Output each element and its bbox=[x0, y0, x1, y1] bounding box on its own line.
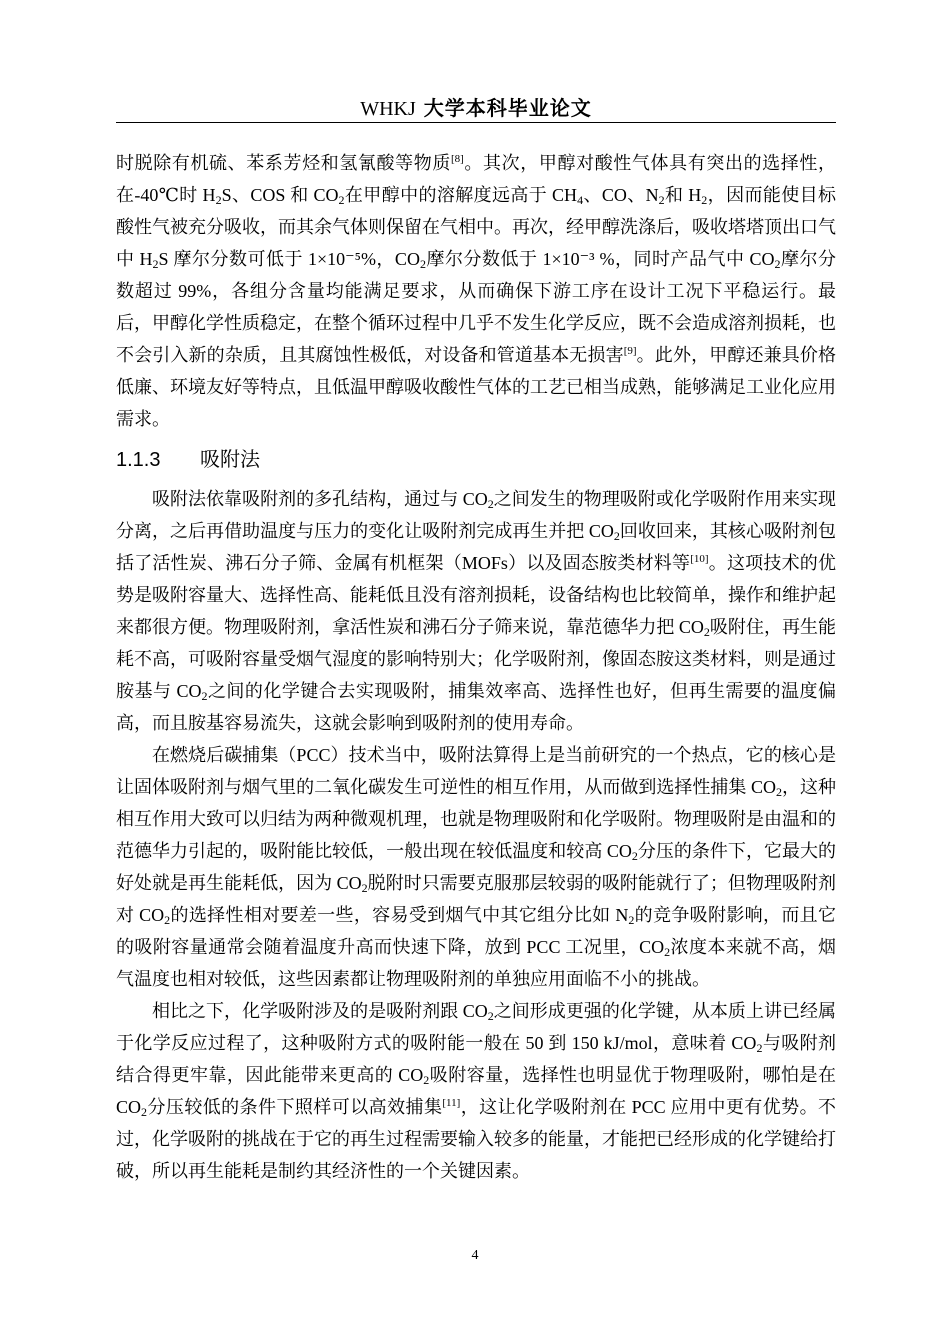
text-run: ，因而能使目标酸性气被充分吸收，而其余气体则保留在气相中。再次，经甲醇洗涤后，吸收塔塔顶出口气中 H bbox=[116, 185, 837, 269]
section-number: 1.1.3 bbox=[116, 449, 161, 471]
paragraph-pcc-physical bbox=[116, 739, 836, 995]
subscript: 2 bbox=[664, 945, 671, 959]
text-run: 的竞争吸附影响，而且它的吸附容量通常会随着温度升高而快速下降，放到 PCC 工况里，CO bbox=[116, 905, 836, 957]
paragraph-methanol-advantages bbox=[116, 147, 836, 435]
text-run: 在燃烧后碳捕集（PCC）技术当中，吸附法算得上是当前研究的一个热点，它的核心是让固体吸附剂与烟气里的二氧化碳发生可逆性的相互作用，从而做到选择性捕集 CO bbox=[116, 745, 836, 797]
subscript: 2 bbox=[423, 1073, 430, 1087]
text-run: S 摩尔分数可低于 1×10⁻⁵%，CO bbox=[158, 249, 420, 269]
subscript: 2 bbox=[756, 1041, 763, 1055]
text-run: 吸附法依靠吸附剂的多孔结构，通过与 CO bbox=[152, 489, 488, 509]
text-run: 时脱除有机硫、苯系芳烃和氢氰酸等物质 bbox=[116, 153, 451, 173]
page-number: 4 bbox=[471, 1248, 479, 1263]
subscript: 2 bbox=[631, 849, 638, 863]
text-run: 之间形成更强的化学键，从本质上讲已经属于化学反应过程了，这种吸附方式的吸附能一般在 50 到 150 kJ/mol，意味着 CO bbox=[116, 1001, 836, 1053]
text-run: 之间的化学键合去实现吸附，捕集效率高、选择性也好，但再生需要的温度偏高，而且胺基容易流失，这就会影响到吸附剂的使用寿命。 bbox=[116, 681, 836, 733]
text-run: 分压较低的条件下照样可以高效捕集 bbox=[147, 1097, 443, 1117]
text-run: 。其次，甲醇对酸性气体具有突出的选择性，在-40℃时 H bbox=[116, 153, 837, 205]
text-run: ，这让化学吸附剂在 PCC 应用中更有优势。不过，化学吸附的挑战在于它的再生过程需要输入较多的能量，才能把已经形成的化学键给打破，所以再生能耗是制约其经济性的一个关键因素。 bbox=[116, 1097, 836, 1181]
subscript: 2 bbox=[419, 257, 426, 271]
paragraph-adsorption-intro bbox=[116, 483, 836, 739]
text-run: 摩尔分数超过 99%，各组分含量均能满足要求，从而确保下游工序在设计工况下平稳运行。最后，甲醇化学性质稳定，在整个循环过程中几乎不发生化学反应，既不会造成溶剂损耗，也不会引入新的杂质，且其腐蚀性极低，对设备和管道基本无损害 bbox=[116, 249, 837, 365]
section-heading bbox=[116, 435, 836, 483]
text-run: 的选择性相对要差一些，容易受到烟气中其它组分比如 N bbox=[170, 905, 629, 925]
citation: [9] bbox=[623, 345, 637, 357]
subscript: 2 bbox=[487, 1009, 494, 1023]
subscript: 2 bbox=[361, 881, 368, 895]
text-run: 脱附时只需要克服那层较弱的吸附能就行了；但物理吸附剂对 CO bbox=[116, 873, 836, 925]
citation: [10] bbox=[690, 553, 709, 565]
text-run: 吸附容量，选择性也明显优于物理吸附，哪怕是在 CO bbox=[116, 1065, 836, 1117]
text-run: 在甲醇中的溶解度远高于 CH bbox=[344, 185, 578, 205]
section-title: 吸附法 bbox=[200, 447, 260, 471]
text-run: 和 H bbox=[664, 185, 702, 205]
text-run: 吸附住，再生能耗不高，可吸附容量受烟气湿度的影响特别大；化学吸附剂，像固态胺这类材料，则是通过胺基与 CO bbox=[116, 617, 836, 701]
subscript: 2 bbox=[703, 625, 710, 639]
header-title: 大学本科毕业论文 bbox=[423, 96, 592, 120]
text-run: 。此外，甲醇还兼具价格低廉、环境友好等特点，且低温甲醇吸收酸性气体的工艺已相当成熟，能够满足工业化应用需求。 bbox=[116, 345, 837, 429]
paragraph-chemical-adsorption bbox=[116, 995, 836, 1187]
subscript: 2 bbox=[774, 257, 781, 271]
subscript: 2 bbox=[215, 193, 222, 207]
text-run: 回收回来，其核心吸附剂包括了活性炭、沸石分子筛、金属有机框架（MOFs）以及固态胺类材料等 bbox=[116, 521, 836, 573]
subscript: 2 bbox=[628, 913, 635, 927]
subscript: 2 bbox=[775, 785, 782, 799]
header-latin: WHKJ bbox=[360, 98, 416, 120]
text-run: S、COS 和 CO bbox=[221, 185, 339, 205]
citation: [8] bbox=[450, 153, 464, 165]
subscript: 2 bbox=[141, 1105, 148, 1119]
subscript: 2 bbox=[164, 913, 171, 927]
subscript: 2 bbox=[487, 497, 494, 511]
text-run: 浓度本来就不高，烟气温度也相对较低，这些因素都让物理吸附剂的单独应用面临不小的挑战。 bbox=[116, 937, 836, 989]
text-run: ，这种相互作用大致可以归结为两种微观机理，也就是物理吸附和化学吸附。物理吸附是由温和的范德华力引起的，吸附能比较低，一般出现在较低温度和较高 CO bbox=[116, 777, 836, 861]
text-run: 摩尔分数低于 1×10⁻³ %，同时产品气中 CO bbox=[425, 249, 775, 269]
subscript: 2 bbox=[152, 257, 159, 271]
running-header bbox=[116, 92, 836, 120]
citation: [11] bbox=[442, 1097, 461, 1109]
text-run: 与吸附剂结合得更牢靠，因此能带来更高的 CO bbox=[116, 1033, 837, 1085]
subscript: 2 bbox=[338, 193, 345, 207]
subscript: 2 bbox=[658, 193, 665, 207]
text-run: 。这项技术的优势是吸附容量大、选择性高、能耗低且没有溶剂损耗，设备结构也比较简单，操作和维护起来都很方便。物理吸附剂，拿活性炭和沸石分子筛来说，靠范德华力把 CO bbox=[116, 553, 836, 637]
subscript: 2 bbox=[201, 689, 208, 703]
subscript: 2 bbox=[613, 529, 620, 543]
subscript: 2 bbox=[701, 193, 708, 207]
header-rule bbox=[116, 122, 836, 123]
body-text bbox=[116, 147, 836, 1187]
text-run: 分压的条件下，它最大的好处就是再生能耗低，因为 CO bbox=[116, 841, 836, 893]
text-run: 、CO、N bbox=[583, 185, 659, 205]
text-run: 之间发生的物理吸附或化学吸附作用来实现分离，之后再借助温度与压力的变化让吸附剂完成再生并把 CO bbox=[116, 489, 836, 541]
subscript: 4 bbox=[577, 193, 584, 207]
text-run: 相比之下，化学吸附涉及的是吸附剂跟 CO bbox=[152, 1001, 488, 1021]
